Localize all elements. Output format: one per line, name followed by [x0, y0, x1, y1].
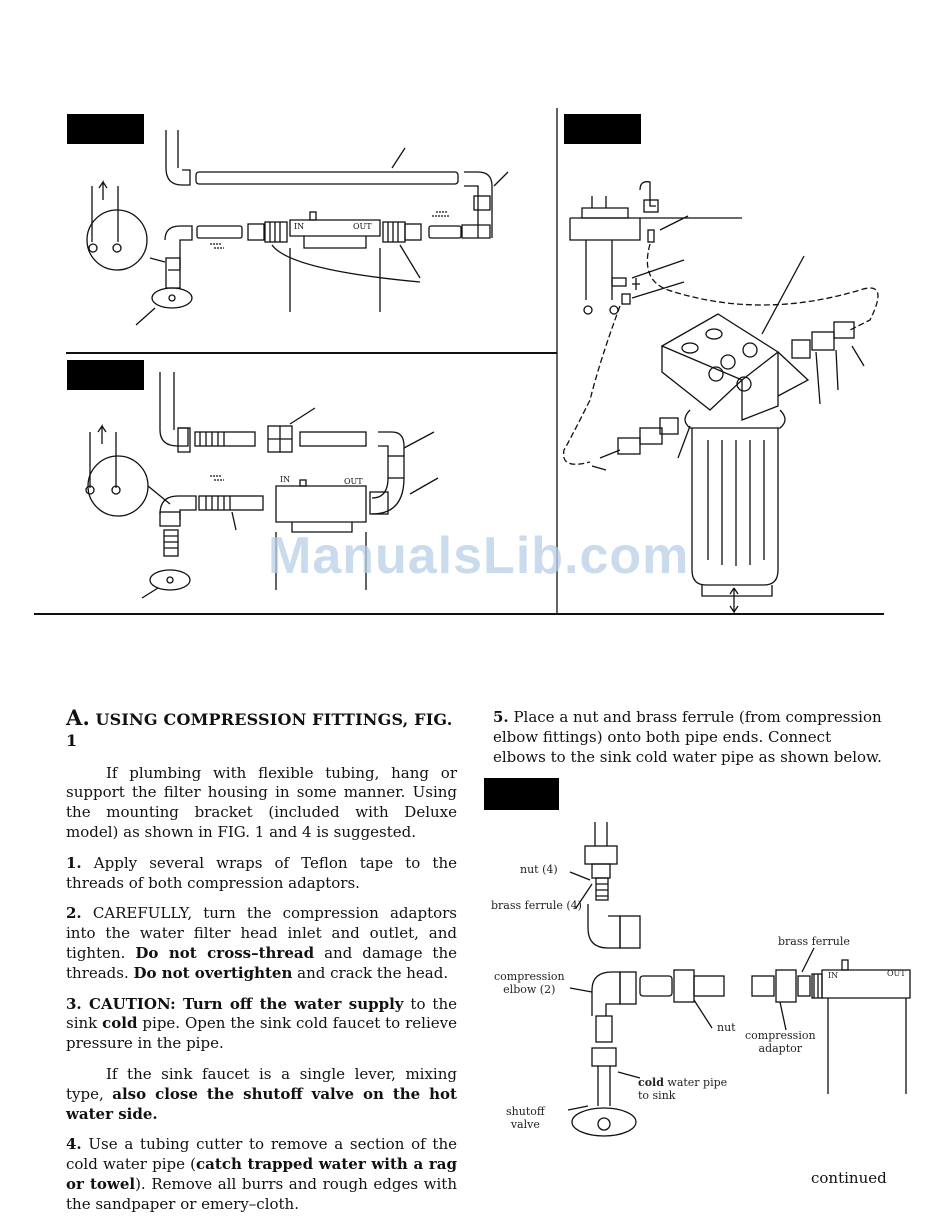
- step-2-warning-2: Do not overtighten: [133, 963, 293, 982]
- section-a-heading: [66, 705, 457, 752]
- label-shutoff-valve: [506, 1105, 545, 1131]
- label-to-sink: to sink: [638, 1089, 676, 1102]
- step-3: [66, 995, 457, 1054]
- figure-tab: [564, 114, 641, 144]
- step-3-note-text: If the sink faucet is a single lever, mixing type,: [66, 1064, 457, 1103]
- step-5: [493, 708, 886, 767]
- step-1: [66, 854, 457, 894]
- figure-tab: [67, 114, 144, 144]
- label-brass-ferrule-4: brass ferrule (4): [491, 899, 582, 912]
- watermark: ManualsLib.com: [268, 527, 690, 585]
- step-3-text-b: to the sink: [66, 994, 457, 1033]
- step-4-text-c: ). Remove all burrs and rough edges with the sandpaper or emery–cloth.: [66, 1174, 457, 1213]
- section-a-title: USING COMPRESSION FITTINGS, FIG. 1: [66, 710, 453, 750]
- label-out: OUT: [887, 969, 906, 978]
- in-label-1: IN: [294, 222, 305, 231]
- step-4-text-a: Use a tubing cutter to remove a section of the cold water pipe (: [66, 1135, 457, 1174]
- label-compression-adaptor-line-2: adaptor: [758, 1042, 803, 1055]
- step-2-number: 2.: [66, 904, 82, 923]
- step-3-note: [66, 1065, 457, 1124]
- figure-panel-1: [67, 114, 508, 325]
- label-compression-elbow-line-2: elbow (2): [503, 983, 556, 996]
- step-3-text-d: pipe. Open the sink cold faucet to relieve pressure in the pipe.: [66, 1014, 457, 1053]
- label-water-pipe: water pipe: [663, 1076, 728, 1089]
- out-label-1: OUT: [353, 222, 372, 231]
- step-5-text: Place a nut and brass ferrule (from compression elbow fittings) onto both pipe ends. Connect elbows to the sink cold water pipe as shown below.: [493, 708, 882, 766]
- continued-note: continued: [811, 1169, 887, 1187]
- step-2-text-c: and damage the threads.: [66, 943, 457, 982]
- section-a-letter: A.: [66, 705, 91, 730]
- label-brass-ferrule: brass ferrule: [778, 935, 850, 948]
- step-2-warning-1: Do not cross–thread: [135, 943, 315, 962]
- intro-paragraph: If plumbing with flexible tubing, hang or support the filter housing in some manner. Using the mounting bracket (included with Deluxe model) as shown in FIG. 1 and 4 is suggested.: [66, 763, 457, 841]
- step-4: [66, 1135, 457, 1214]
- label-cold-bold: cold: [638, 1076, 664, 1089]
- label-compression-elbow-line-1: compression: [494, 970, 565, 983]
- label-shutoff: shutoff: [506, 1105, 545, 1118]
- label-valve: valve: [510, 1118, 540, 1131]
- label-nut: nut: [717, 1021, 736, 1034]
- label-in: IN: [828, 971, 839, 980]
- step-2: [66, 904, 457, 983]
- in-label-2: IN: [280, 475, 291, 484]
- step-1-text: Apply several wraps of Teflon tape to the threads of both compression adaptors.: [66, 853, 457, 892]
- label-compression-adaptor-line-1: compression: [745, 1029, 816, 1042]
- section-a-column: [66, 705, 457, 1226]
- step-1-number: 1.: [66, 853, 82, 872]
- step-3-caution: 3. CAUTION: Turn off the water supply: [66, 994, 404, 1013]
- out-label-2: OUT: [344, 477, 363, 486]
- step-3-note-bold: also close the shutoff valve on the hot water side.: [66, 1084, 457, 1123]
- label-compression-elbow: [494, 970, 565, 996]
- step-2-text-e: and crack the head.: [292, 963, 449, 982]
- step-4-number: 4.: [66, 1135, 82, 1154]
- label-nut-4: nut (4): [520, 863, 558, 876]
- step-3-cold: cold: [102, 1014, 138, 1033]
- step-2-text-a: CAREFULLY, turn the compression adaptors into the water filter head inlet and outlet, and tighten.: [66, 904, 457, 962]
- step-5-column: [493, 708, 886, 767]
- figure-tab: [67, 360, 144, 390]
- figure-tab: [484, 778, 559, 810]
- label-compression-adaptor: [745, 1029, 816, 1055]
- step-4-bold: catch trapped water with a rag or towel: [66, 1155, 457, 1193]
- step-5-number: 5.: [493, 708, 509, 726]
- label-cold-water-pipe: [638, 1076, 727, 1102]
